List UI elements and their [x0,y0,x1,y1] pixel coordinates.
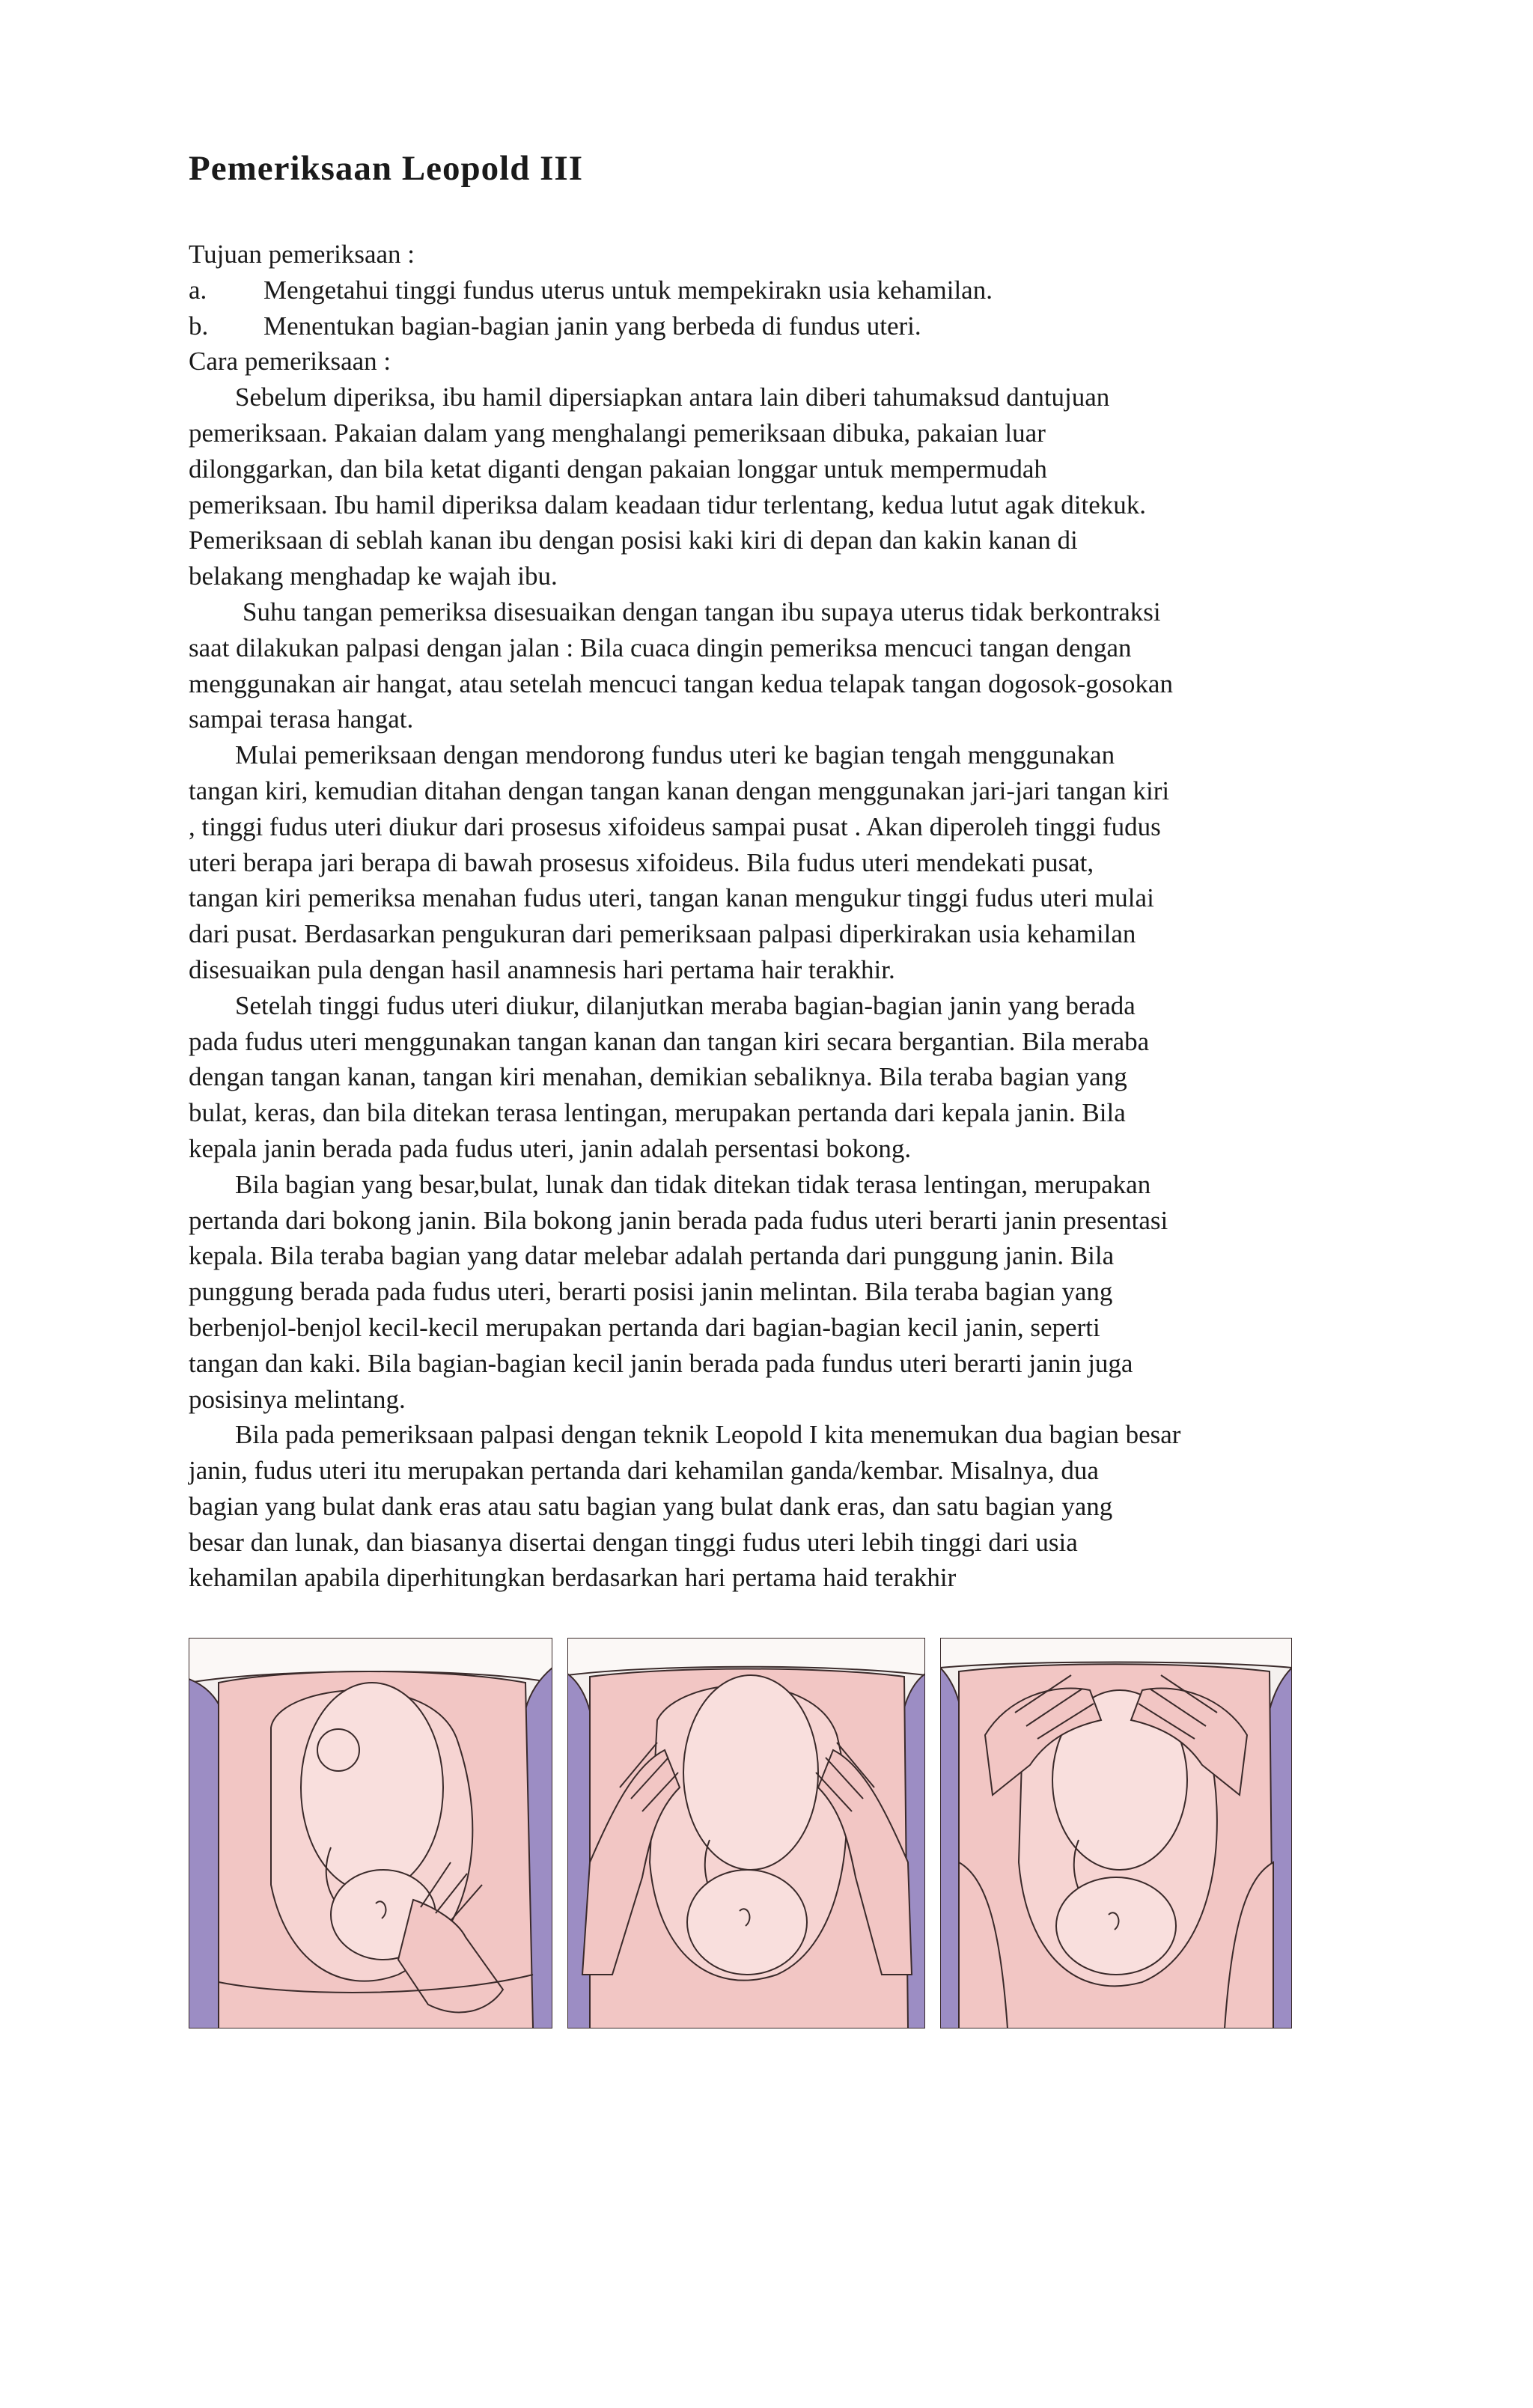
palpation-two-hands-sides-illustration [567,1638,925,2028]
palpation-one-hand-illustration [189,1638,552,2028]
text-line: menggunakan air hangat, atau setelah mencuci tangan kedua telapak tangan dogosok-gosokan [189,668,1173,698]
text-line: kehamilan apabila diperhitungkan berdasarkan hari pertama haid terakhir [189,1563,957,1593]
text-line: posisinya melintang. [189,1384,406,1414]
text-line: disesuaikan pula dengan hasil anamnesis hari pertama hair terakhir. [189,954,895,984]
text-line: kepala janin berada pada fudus uteri, janin adalah persentasi bokong. [189,1133,912,1163]
text-line: kepala. Bila teraba bagian yang datar melebar adalah pertanda dari punggung janin. Bila [189,1241,1115,1271]
text-line: Bila pada pemeriksaan palpasi dengan teknik Leopold I kita menemukan dua bagian besar [235,1420,1181,1450]
page-title: Pemeriksaan Leopold III [189,149,583,188]
text-line: tangan kiri, kemudian ditahan dengan tangan kanan dengan menggunakan jari-jari tangan kiri [189,775,1170,805]
text-line: Bila bagian yang besar,bulat, lunak dan tidak ditekan tidak terasa lentingan, merupakan [235,1169,1151,1199]
text-line: pemeriksaan. Ibu hamil diperiksa dalam keadaan tidur terlentang, kedua lutut agak ditekuk. [189,490,1147,519]
text-line: Suhu tangan pemeriksa disesuaikan dengan tangan ibu supaya uterus tidak berkontraksi [243,597,1161,627]
text-line: Tujuan pemeriksaan : [189,240,415,269]
text-line: tangan kiri pemeriksa menahan fudus uteri, tangan kanan mengukur tinggi fudus uteri mulai [189,883,1154,913]
text-line: bulat, keras, dan bila ditekan terasa lentingan, merupakan pertanda dari kepala janin. Bila [189,1098,1126,1128]
palpation-two-hands-fundus-illustration [940,1638,1292,2028]
text-line: belakang menghadap ke wajah ibu. [189,561,558,591]
text-line: sampai terasa hangat. [189,704,414,734]
text-line: dengan tangan kanan, tangan kiri menahan, demikian sebaliknya. Bila teraba bagian yang [189,1062,1127,1092]
list-item [189,272,1356,308]
text-line: Setelah tinggi fudus uteri diukur, dilanjutkan meraba bagian-bagian janin yang berada [235,990,1136,1020]
text-line: Cara pemeriksaan : [189,347,391,377]
text-line: punggung berada pada fudus uteri, berarti posisi janin melintan. Bila teraba bagian yang [189,1277,1113,1307]
list-marker: a. [189,275,207,305]
text-line: tangan dan kaki. Bila bagian-bagian kecil janin berada pada fundus uteri berarti janin juga [189,1348,1133,1378]
text-line: dari pusat. Berdasarkan pengukuran dari pemeriksaan palpasi diperkirakan usia kehamilan [189,919,1136,949]
text-line: bagian yang bulat dank eras atau satu bagian yang bulat dank eras, dan satu bagian yang [189,1491,1113,1521]
text-line: janin, fudus uteri itu merupakan pertanda dari kehamilan ganda/kembar. Misalnya, dua [189,1456,1099,1486]
text-line: dilonggarkan, dan bila ketat diganti dengan pakaian longgar untuk mempermudah [189,454,1047,484]
text-line: Mulai pemeriksaan dengan mendorong fundus uteri ke bagian tengah menggunakan [235,740,1115,770]
text-line: besar dan lunak, dan biasanya disertai dengan tinggi fudus uteri lebih tinggi dari usia [189,1527,1078,1557]
list-item-text: Menentukan bagian-bagian janin yang berbeda di fundus uteri. [263,311,921,341]
text-line: , tinggi fudus uteri diukur dari prosesus xifoideus sampai pusat . Akan diperoleh tinggi fudus [189,811,1161,841]
list-item [189,308,1356,344]
text-line: pertanda dari bokong janin. Bila bokong janin berada pada fudus uteri berarti janin presentasi [189,1205,1168,1235]
text-line: Pemeriksaan di seblah kanan ibu dengan posisi kaki kiri di depan dan kakin kanan di [189,525,1078,555]
document-body [189,237,1356,1596]
text-line: saat dilakukan palpasi dengan jalan : Bila cuaca dingin pemeriksa mencuci tangan dengan [189,633,1132,662]
list-marker: b. [189,311,209,341]
text-line: berbenjol-benjol kecil-kecil merupakan pertanda dari bagian-bagian kecil janin, seperti [189,1312,1100,1342]
text-line: Sebelum diperiksa, ibu hamil dipersiapkan antara lain diberi tahumaksud dantujuan [235,382,1110,412]
text-line: uteri berapa jari berapa di bawah prosesus xifoideus. Bila fudus uteri mendekati pusat, [189,847,1094,877]
text-line: pada fudus uteri menggunakan tangan kanan dan tangan kiri secara bergantian. Bila meraba [189,1026,1150,1056]
leopold-illustrations [189,1638,1292,2028]
list-item-text: Mengetahui tinggi fundus uterus untuk mempekirakn usia kehamilan. [263,275,993,305]
text-line: pemeriksaan. Pakaian dalam yang menghalangi pemeriksaan dibuka, pakaian luar [189,418,1046,448]
